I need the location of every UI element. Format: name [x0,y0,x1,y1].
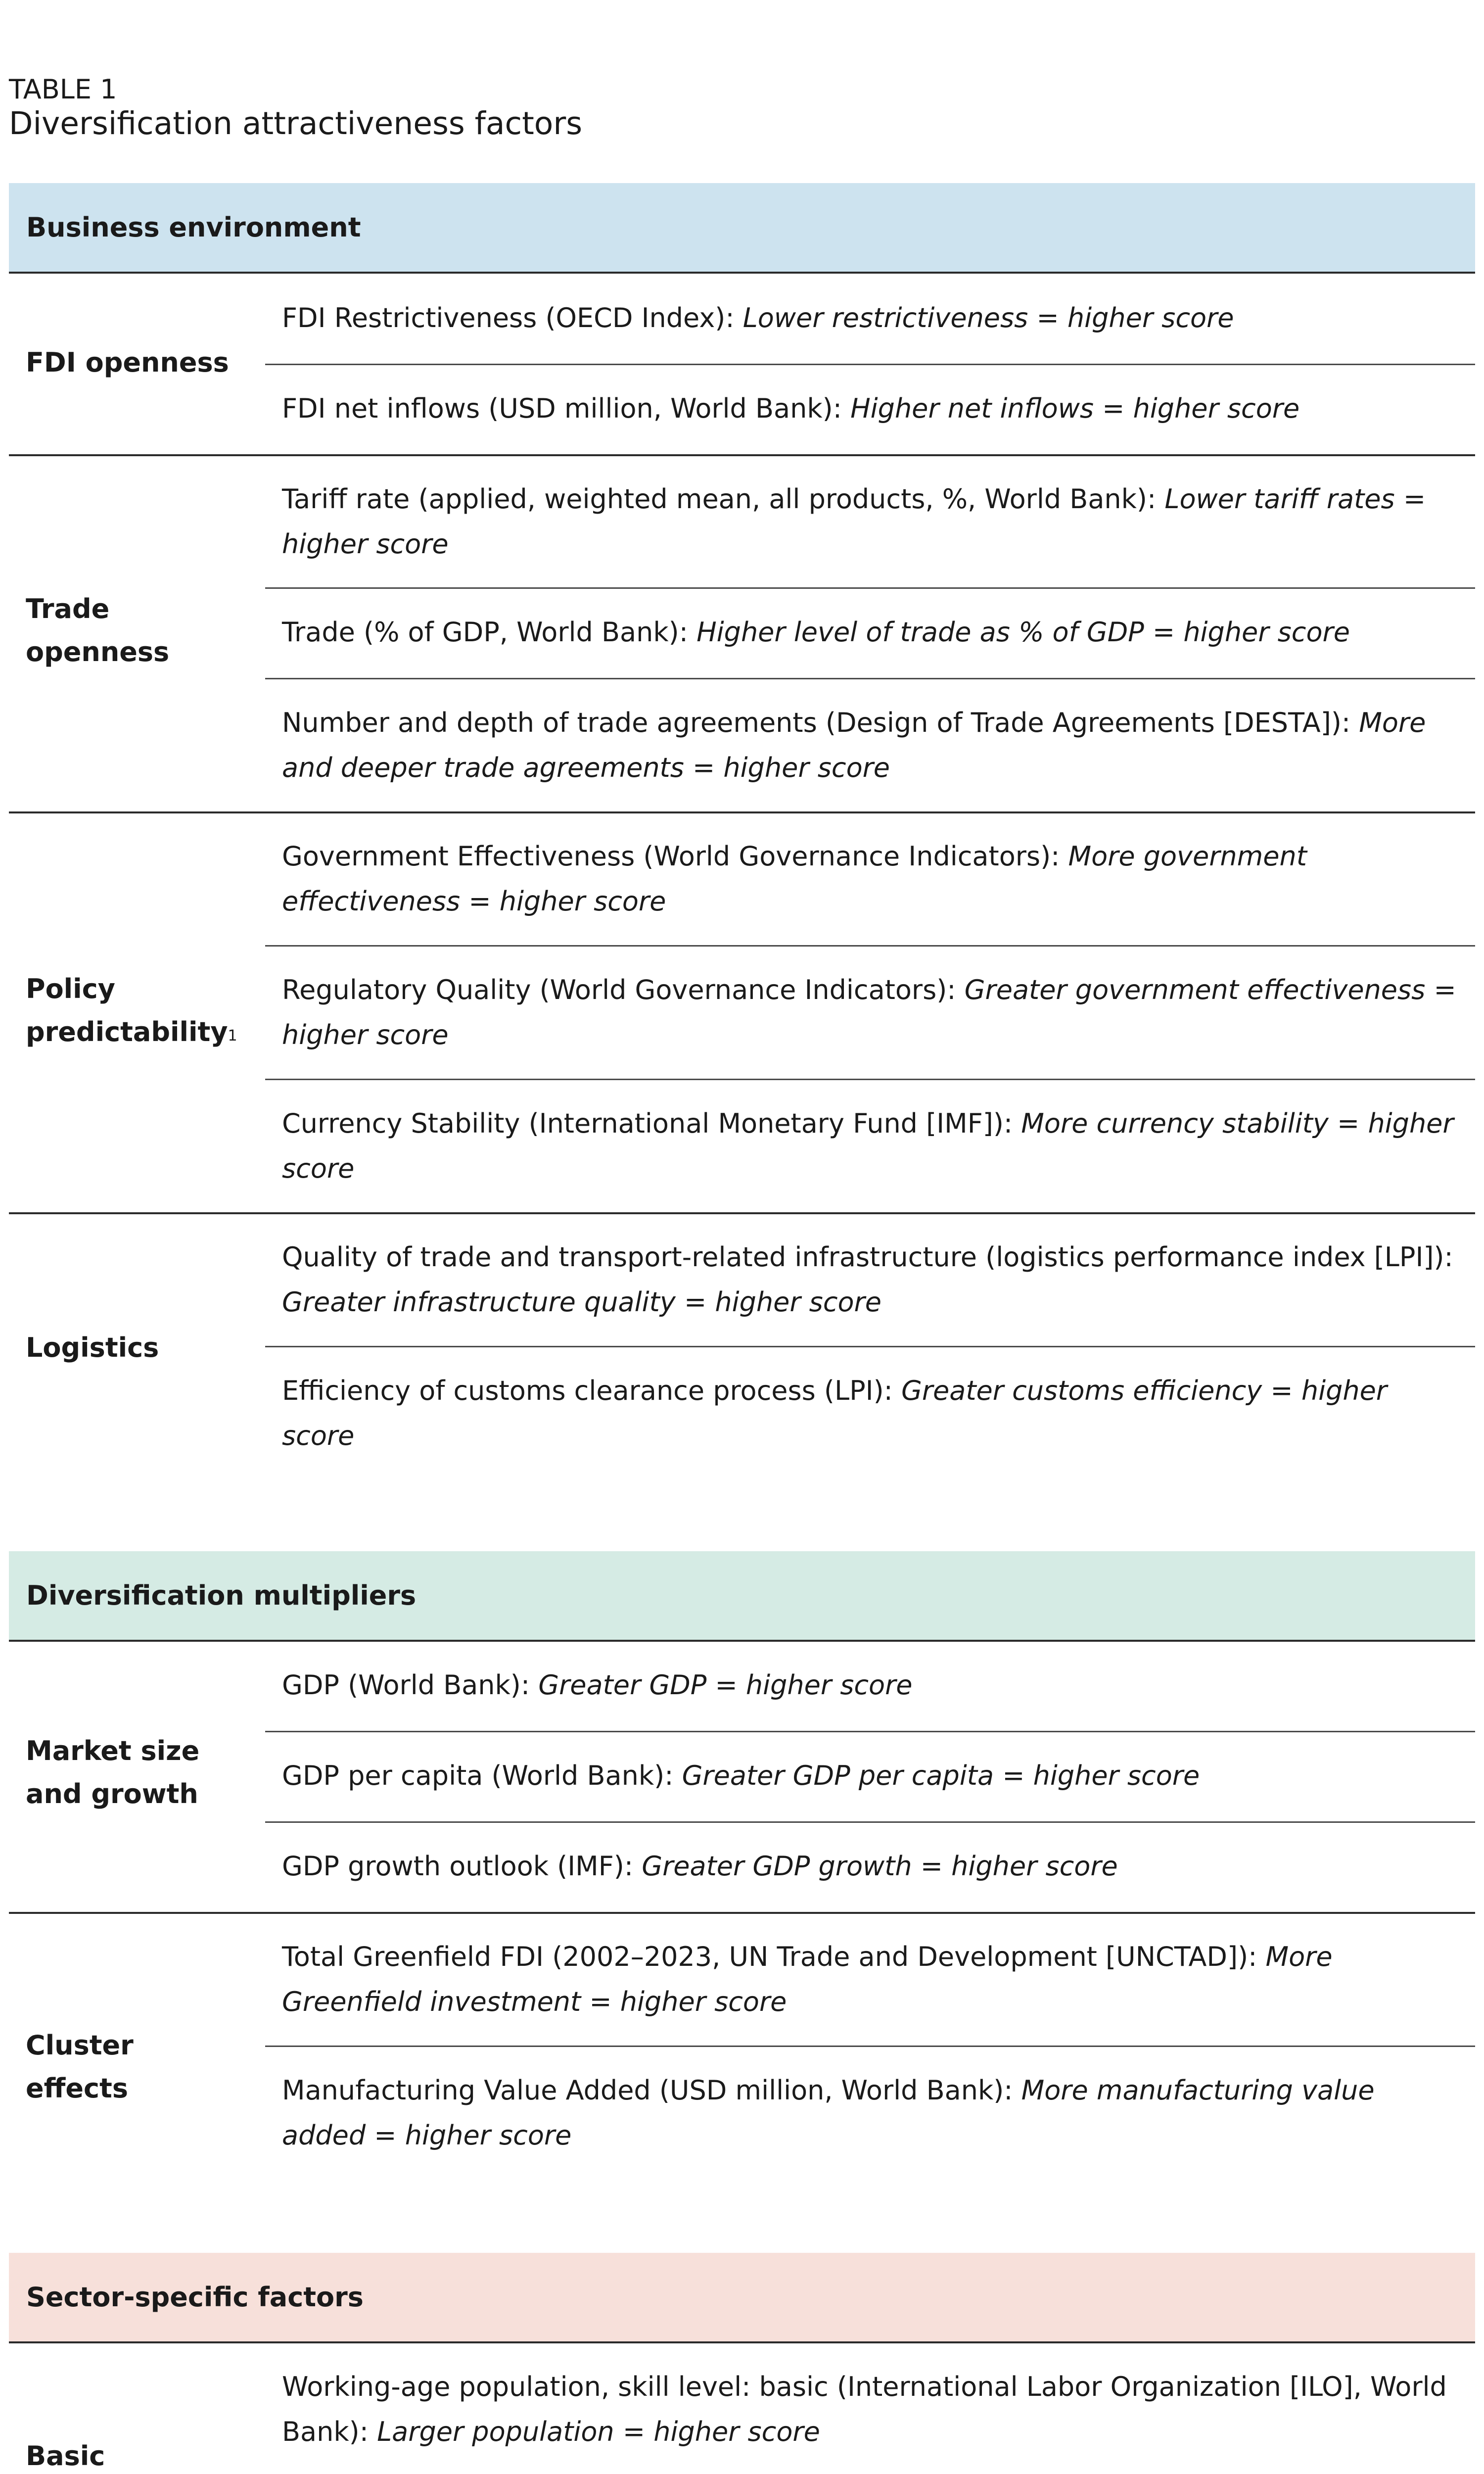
table-row: Trade (% of GDP, World Bank): Higher level of trade as % of GDP = higher score [282,617,1350,648]
group-label-logistics: Logistics [26,1332,159,1363]
group-divider [9,1212,1475,1214]
group-label-fdi-openness: FDI openness [26,347,229,378]
table-row: Currency Stability (International Monetary Fund [IMF]): More currency stability = higher score [282,1108,1454,1184]
table-row: GDP per capita (World Bank): Greater GDP per capita = higher score [282,1760,1200,1791]
row-divider [265,1821,1475,1823]
table-row: Manufacturing Value Added (USD million, World Bank): More manufacturing value added = higher score [282,2075,1375,2151]
table-row: Number and depth of trade agreements (Design of Trade Agreements [DESTA]): More and deeper trade agreements = higher score [282,707,1426,783]
group-label-trade-openness: Trade openness [26,593,170,667]
table-row: Regulatory Quality (World Governance Indicators): Greater government effectiveness = higher score [282,974,1456,1050]
row-divider [265,678,1475,679]
table-number: TABLE 1 [9,74,117,105]
group-divider [9,454,1475,456]
group-divider [9,811,1475,813]
table-row: GDP growth outlook (IMF): Greater GDP growth = higher score [282,1851,1118,1882]
section-header-sector-specific-factors: Sector-specific factors [9,2253,1475,2343]
group-label-market-size-and-growth: Market size and growth [26,1735,200,1809]
row-divider [265,945,1475,947]
table-row: Quality of trade and transport-related infrastructure (logistics performance index [LPI]): Greater infrastructure quality = higher score [282,1241,1453,1318]
row-divider [265,1079,1475,1080]
section-header-business-environment: Business environment [9,183,1475,274]
table-row: Total Greenfield FDI (2002–2023, UN Trade and Development [UNCTAD]): More Greenfield investment = higher score [282,1941,1333,2017]
row-divider [265,2046,1475,2047]
section-header-diversification-multipliers: Diversification multipliers [9,1551,1475,1642]
table-row: Efficiency of customs clearance process (LPI): Greater customs efficiency = higher score [282,1375,1387,1451]
table-row: Working-age population, skill level: basic (International Labor Organization [ILO], World Bank): Larger population = higher score [282,2371,1447,2447]
table-row: GDP (World Bank): Greater GDP = higher score [282,1669,913,1701]
group-label-basic: Basic [26,2440,105,2472]
table-row: FDI Restrictiveness (OECD Index): Lower restrictiveness = higher score [282,302,1234,333]
table-row: FDI net inflows (USD million, World Bank): Higher net inflows = higher score [282,393,1300,424]
table-row: Tariff rate (applied, weighted mean, all products, %, World Bank): Lower tariff rates = higher score [282,483,1426,560]
table-title: Diversification attractiveness factors [9,105,583,142]
row-divider [265,587,1475,589]
table-row: Government Effectiveness (World Governance Indicators): More government effectiveness = higher score [282,841,1307,917]
group-label-cluster-effects: Cluster effects [26,2030,134,2104]
row-divider [265,364,1475,365]
row-divider [265,1346,1475,1347]
row-divider [265,1731,1475,1732]
group-label-policy-predictability: Policy predictability$^1$ [26,973,237,1047]
group-divider [9,1912,1475,1914]
